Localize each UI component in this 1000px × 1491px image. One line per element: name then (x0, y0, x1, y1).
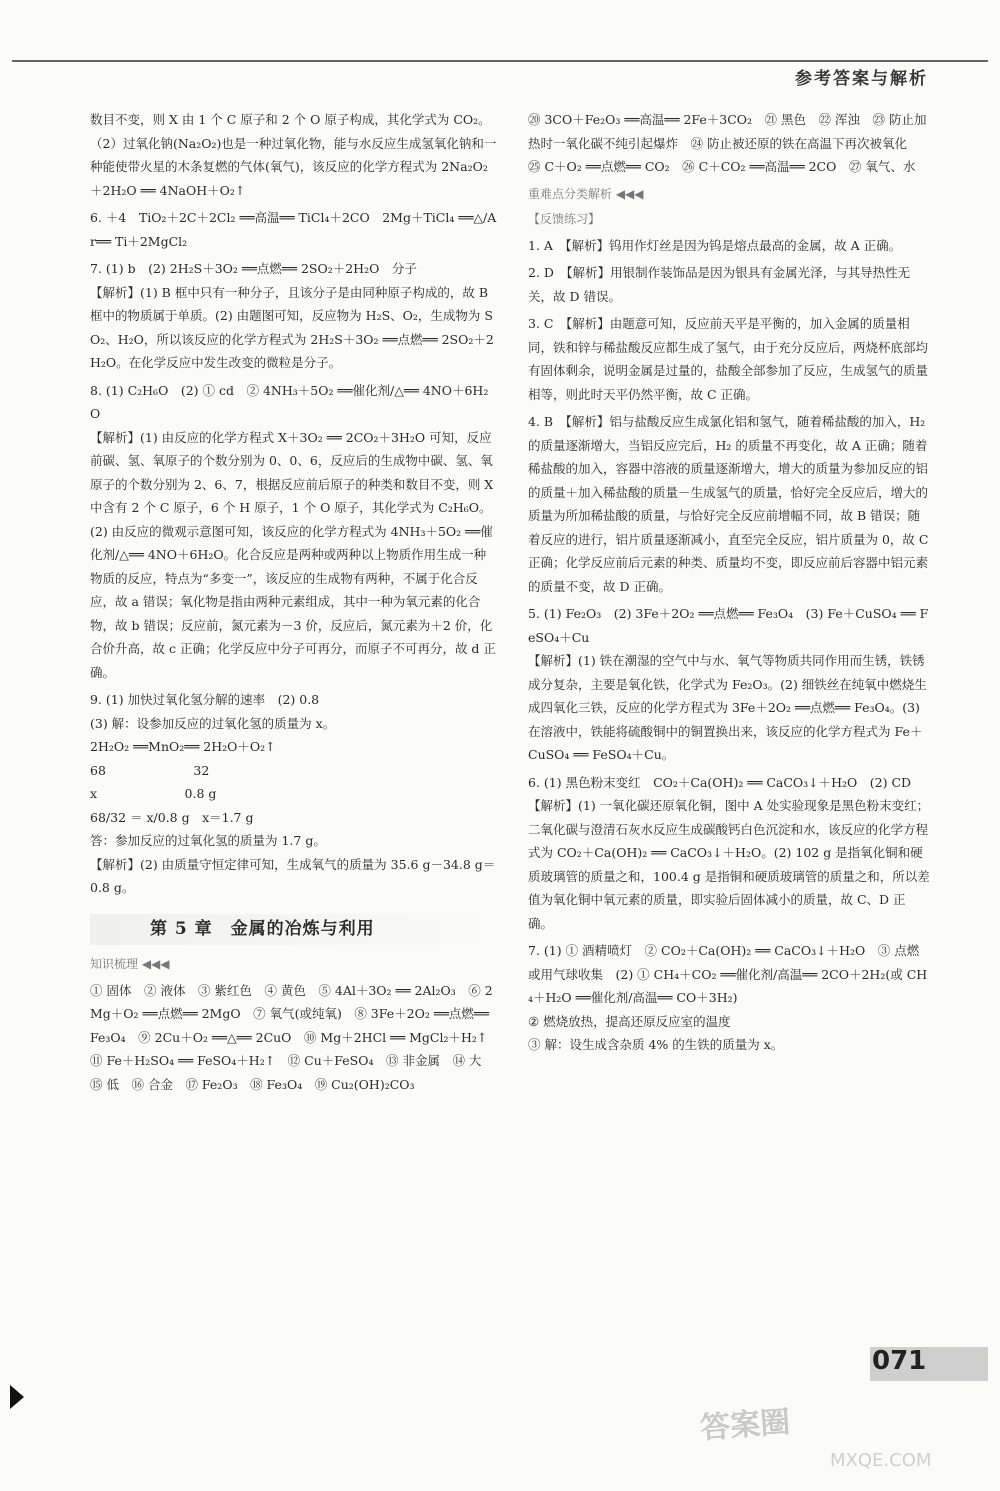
section-knowledge: 知识梳理 ◀◀◀ (90, 957, 170, 971)
answer-item: 2. D 【解析】用银制作装饰品是因为银具有金属光泽，与其导热性无关，故 D 错误。 (528, 265, 911, 304)
answer-item: 数目不变，则 X 由 1 个 C 原子和 2 个 O 原子构成，其化学式为 CO₂。（2）过氧化钠(Na₂O₂)也是一种过氧化物，能与水反应生成氢氧化钠和一种能使带火星的木条复燃的气体(氧气)，该反应的化学方程式为 2Na₂O₂＋2H₂O ══ 4NaOH＋O₂↑ (90, 112, 497, 198)
section-feedback: 【反馈练习】 (528, 212, 601, 226)
watermark-logo: 答案圈 (699, 1404, 792, 1447)
answer-item: 7. (1) ① 酒精喷灯 ② CO₂＋Ca(OH)₂ ══ CaCO₃↓＋H₂O ③ 点燃或用气球收集 (2) ① CH₄＋CO₂ ══催化剂/高温══ 2CO＋2H₂(或 CH₄＋H₂O ══催化剂/高温══ CO＋3H₂) ② 燃烧放热，提高还原反应室的温度 ③ 解：设生成含杂质 4% 的生铁的质量为 x。 (528, 943, 928, 1052)
left-column (90, 108, 498, 1100)
answer-item: 6. ＋4 TiO₂＋2C＋2Cl₂ ══高温══ TiCl₄＋2CO 2Mg＋TiCl₄ ══△/Ar══ Ti＋2MgCl₂ (90, 210, 497, 249)
answer-item: 1. A 【解析】钨用作灯丝是因为钨是熔点最高的金属，故 A 正确。 (528, 237, 902, 253)
answer-item: 4. B 【解析】铝与盐酸反应生成氯化铝和氢气，随着稀盐酸的加入，H₂ 的质量逐渐增大，当铝反应完后，H₂ 的质量不再变化，故 A 正确；随着稀盐酸的加入，容器中溶液的质量逐渐增大，增大的质量为参加反应的铝的质量＋加入稀盐酸的质量－生成氢气的质量，恰好完全反应后，增大的质量为所加稀盐酸的质量，与恰好完全反应前增幅不同，故 B 错误；随着反应的进行，铝片质量逐渐减小，直至完全反应，铝片质量为 0，故 C 正确；化学反应前后元素的种类、质量均不变，即反应前后容器中铝元素的质量不变，故 D 正确。 (528, 414, 933, 594)
answer-item: 3. C 【解析】由题意可知，反应前天平是平衡的，加入金属的质量相同，铁和锌与稀盐酸反应都生成了氢气，由于充分反应后，两烧杯底部均有固体剩余，说明金属是过量的，盐酸全部参加了反应，生成氢气的质量相等，则此时天平仍然平衡，故 C 正确。 (528, 316, 929, 402)
answer-item: 7. (1) b (2) 2H₂S＋3O₂ ══点燃══ 2SO₂＋2H₂O 分子 【解析】(1) B 框中只有一种分子，且该分子是由同种原子构成的，故 B 框中的物质属于单质。(2) 由题图可知，反应物为 H₂S、O₂，生成物为 SO₂、H₂O，所以该反应的化学方程式为 2H₂S＋3O₂ ══点燃══ 2SO₂＋2H₂O。在化学反应中发生改变的微粒是分子。 (90, 261, 494, 370)
answer-item: 9. (1) 加快过氧化氢分解的速率 (2) 0.8 (3) 解：设参加反应的过氧化氢的质量为 x。 2H₂O₂ ══MnO₂══ 2H₂O＋O₂↑ 68 32 x 0.8 g 68/32 ＝ x/0.8 g x＝1.7 g 答：参加反应的过氧化氢的质量为 1.7 g。 【解析】(2) 由质量守恒定律可知，生成氧气的质量为 35.6 g－34.8 g＝0.8 g。 (90, 692, 496, 895)
knowledge-text: ① 固体 ② 液体 ③ 紫红色 ④ 黄色 ⑤ 4Al＋3O₂ ══ 2Al₂O₃ ⑥ 2Mg＋O₂ ══点燃══ 2MgO ⑦ 氧气(或纯氧) ⑧ 3Fe＋2O₂ ══点燃══ Fe₃O₄ ⑨ 2Cu＋O₂ ══△══ 2CuO ⑩ Mg＋2HCl ══ MgCl₂＋H₂↑ ⑪ Fe＋H₂SO₄ ══ FeSO₄＋H₂↑ ⑫ Cu＋FeSO₄ ⑬ 非金属 ⑭ 大 ⑮ 低 ⑯ 合金 ⑰ Fe₂O₃ ⑱ Fe₃O₄ ⑲ Cu₂(OH)₂CO₃ (90, 982, 500, 1092)
watermark-url: MXQE.COM (830, 1450, 932, 1471)
corner-marker-icon (10, 1385, 24, 1409)
header-title: 参考答案与解析 (795, 69, 928, 89)
header-rule (12, 60, 988, 62)
chapter-title: 第 5 章 金属的冶炼与利用 (90, 914, 498, 946)
answer-item: 6. (1) 黑色粉末变红 CO₂＋Ca(OH)₂ ══ CaCO₃↓＋H₂O (2) CD 【解析】(1) 一氧化碳还原氧化铜，图中 A 处实验现象是黑色粉末变红；二氧化碳与澄清石灰水反应生成碳酸钙白色沉淀和水，该反应的化学方程式为 CO₂＋Ca(OH)₂ ══ CaCO₃↓＋H₂O。(2) 102 g 是指氧化铜和硬质玻璃管的质量之和，100.4 g 是指铜和硬质玻璃管的质量之和，所以差值为氧化铜中氧元素的质量，即实验后固体减小的质量，故 C、D 正确。 (528, 774, 930, 931)
knowledge-continued: ⑳ 3CO＋Fe₂O₃ ══高温══ 2Fe＋3CO₂ ㉑ 黑色 ㉒ 浑浊 ㉓ 防止加热时一氧化碳不纯引起爆炸 ㉔ 防止被还原的铁在高温下再次被氧化 ㉕ C＋O₂ ══点燃══ CO₂ ㉖ C＋CO₂ ══高温══ 2CO ㉗ 氧气、水 (528, 112, 927, 174)
right-column (528, 108, 933, 1061)
section-difficult: 重难点分类解析 ◀◀◀ (528, 186, 644, 201)
answer-item: 5. (1) Fe₂O₃ (2) 3Fe＋2O₂ ══点燃══ Fe₃O₄ (3) Fe＋CuSO₄ ══ FeSO₄＋Cu 【解析】(1) 铁在潮湿的空气中与水、氧气等物质共同作用而生锈，铁锈成分复杂，主要是氧化铁，化学式为 Fe₂O₃。(2) 细铁丝在纯氧中燃烧生成四氧化三铁，反应的化学方程式为 3Fe＋2O₂ ══点燃══ Fe₃O₄。(3) 在溶液中，铁能将硫酸铜中的铜置换出来，该反应的化学方程式为 Fe＋CuSO₄ ══ FeSO₄＋Cu。 (528, 606, 929, 762)
answer-item: 8. (1) C₂H₆O (2) ① cd ② 4NH₃＋5O₂ ══催化剂/△══ 4NO＋6H₂O 【解析】(1) 由反应的化学方程式 X＋3O₂ ══ 2CO₂＋3H₂O 可知，反应前碳、氢、氧原子的个数分别为 0、0、6，反应后的生成物中碳、氢、氧原子的个数分别为 2、6、7，根据反应前后原子的种类和数目不变，则 X 中含有 2 个 C 原子，6 个 H 原子，1 个 O 原子，其化学式为 C₂H₆O。(2) 由反应的微观示意图可知，该反应的化学方程式为 4NH₃＋5O₂ ══催化剂/△══ 4NO＋6H₂O。化合反应是两种或两种以上物质作用生成一种物质的反应，特点为“多变一”，该反应的生成物有两种，不属于化合反应，故 a 错误；氧化物是指由两种元素组成，其中一种为氧元素的化合物，故 b 错误；反应前，氮元素为－3 价，反应后，氮元素为＋2 价，化合价升高，故 c 正确；化学反应中分子可再分，而原子不可再分，故 d 正确。 (90, 382, 496, 680)
page-number: 071 (872, 1346, 927, 1376)
